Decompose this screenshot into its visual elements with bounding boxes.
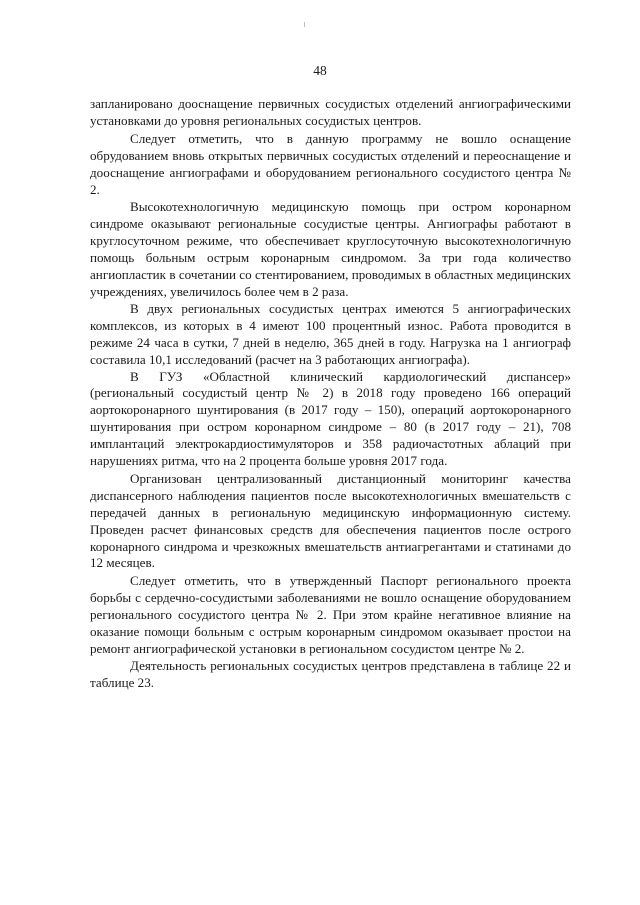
- paragraph-8: Деятельность региональных сосудистых центров представлена в таблице 22 и таблице 23.: [90, 657, 571, 690]
- document-body: [90, 96, 571, 692]
- scan-mark: [304, 22, 305, 27]
- paragraph-7: Следует отметить, что в утвержденный Паспорт регионального проекта борьбы с сердечно-сосудистыми заболеваниями не вошло оснащение оборудованием регионального сосудистого центра № 2. При этом крайне негативное влияние на оказание помощи больным с острым коронарным синдромом оказывает простои на ремонт ангиографической установки в региональном сосудистом центре № 2.: [90, 573, 571, 656]
- paragraph-6: Организован централизованный дистанционный мониторинг качества диспансерного наблюдения пациентов после высокотехнологичных вмешательств с передачей данных в региональную медицинскую информационную систему. Проведен расчет финансовых средств для обеспечения пациентов после острого коронарного синдрома и чрезкожных вмешательств антиагрегантами и статинами до 12 месяцев.: [90, 470, 571, 571]
- paragraph-3: Высокотехнологичную медицинскую помощь при остром коронарном синдроме оказывают региональные сосудистые центры. Ангиографы работают в круглосуточном режиме, что обеспечивает круглосуточную высокотехнологичную помощь больным острым коронарным синдромом. За три года количество ангиопластик в сочетании со стентированием, проводимых в областных медицинских учреждениях, увеличилось более чем в 2 раза.: [90, 199, 571, 299]
- paragraph-2: Следует отметить, что в данную программу не вошло оснащение обрудованием вновь открытых первичных сосудистых отделений и переоснащение и дооснащение ангиографами и оборудованием регионального сосудистого центра № 2.: [90, 130, 571, 197]
- paragraph-1: запланировано дооснащение первичных сосудистых отделений ангиографическими установками до уровня региональных сосудистых центров.: [90, 96, 571, 128]
- paragraph-4: В двух региональных сосудистых центрах имеются 5 ангиографических комплексов, из которых в 4 имеют 100 процентный износ. Работа проводится в режиме 24 часа в сутки, 7 дней в неделю, 365 дней в году. Нагрузка на 1 ангиограф составила 10,1 исследований (расчет на 3 работающих ангиографа).: [90, 300, 571, 367]
- paragraph-5: В ГУЗ «Областной клинический кардиологический диспансер» (региональный сосудистый центр № 2) в 2018 году проведено 166 операций аортокоронарного шунтирования (в 2017 году – 150), операций аортокоронарного шунтирования при остром коронарном синдроме – 80 (в 2017 году – 21), 708 имплантаций электрокардиостимуляторов и 358 радиочастотных аблаций при нарушениях ритма, что на 2 процента больше уровня 2017 года.: [90, 368, 571, 469]
- page-number: 48: [313, 63, 327, 78]
